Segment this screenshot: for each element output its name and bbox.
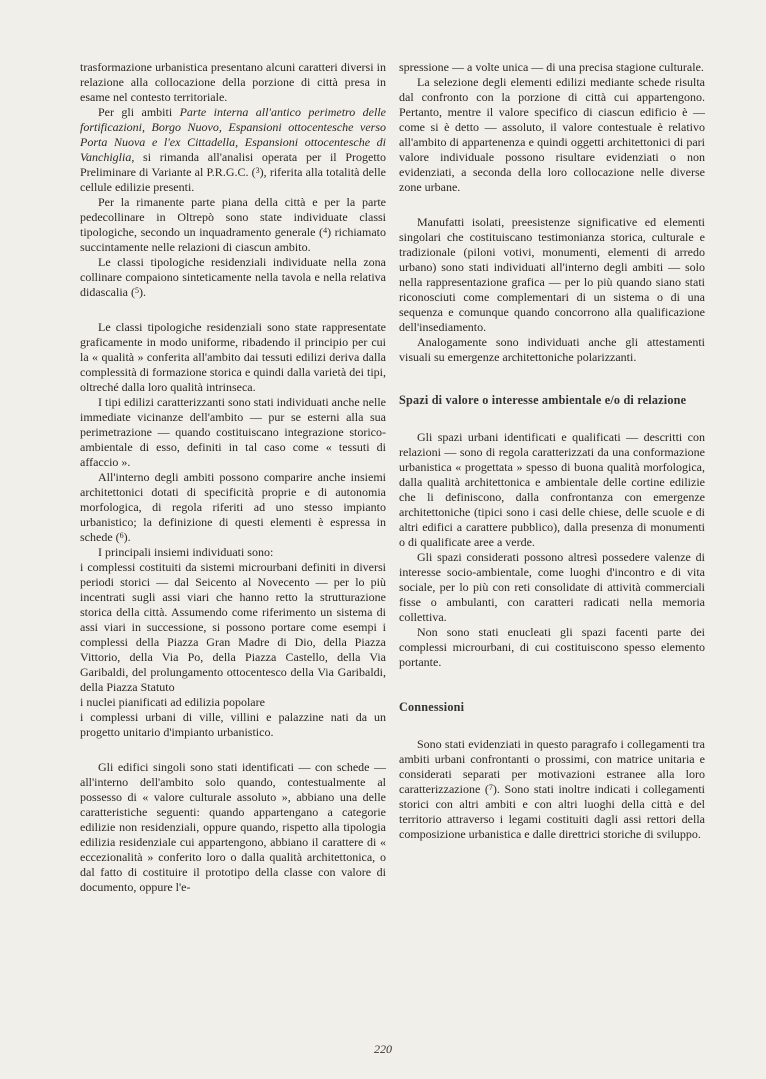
section-heading: Spazi di valore o interesse ambientale e/o di relazione [399, 393, 687, 407]
text-span: ), riferita alla totalità delle cellule edilizie presenti. [80, 165, 387, 194]
text-span: Per la rimanente parte piana della città e per la parte pedecollinare in Oltrepò sono state individuate classi tipologiche, secondo un inquadramento generale ( [80, 195, 386, 239]
footnote-ref: 5 [134, 286, 139, 295]
paragraph [80, 470, 386, 545]
footnote-ref: 4 [323, 226, 328, 235]
footnote-ref: 6 [119, 531, 124, 540]
text-span: ). [138, 285, 146, 299]
italic-text: Parte interna all'antico perimetro delle fortificazioni, Borgo Nuovo, Espansioni ottocentesche verso Porta Nuova e l'ex Cittadella, Espansioni ottocentesche di Vanchiglia, [80, 105, 386, 164]
list-item: i complessi costituiti da sistemi microurbani definiti in diversi periodi storici — dal Seicento al Novecento — per lo più incentrati sugli assi viari che hanno retto la strutturazione storica della città. Assumendo come riferimento un sistema di assi viari in successione, si possono portare come esempi i complessi della Piazza Gran Madre di Dio, della Piazza Vittorio, della Via Po, della Piazza Castello, della Via Garibaldi, del prolungamento ottocentesco della Via Garibaldi, della Piazza Statuto [80, 560, 386, 694]
paragraph: Gli edifici singoli sono stati identificati — con schede — all'interno dell'ambito solo quando, contestualmente al possesso di « valore culturale assoluto », abbiano una delle caratteristiche seguenti: quando appartengano a categorie edilizie non residenziali, oppure quando, rispetto alla tipologia edilizia residenziale cui appartengono, abbiano il carattere di « eccezionalità » conferito loro o dalla qualità architettonica, o dal fatto di costituire il prototipo della classe con valore di documento, oppure l'e- [80, 760, 386, 894]
paragraph: spressione — a volte unica — di una precisa stagione culturale. [399, 60, 704, 74]
paragraph: Non sono stati enucleati gli spazi facenti parte dei complessi microurbani, di cui costituiscono spesso elemento portante. [399, 625, 705, 669]
paragraph: La selezione degli elementi edilizi mediante schede risulta dal confronto con la porzione di città cui appartengono. Pertanto, mentre il valore specifico di ciascun edificio è — come si è detto — assoluto, il valore contestuale è relativo all'ambito di appartenenza e quindi oggetti architettonici di pari valore individuale possono risultare evidenziati o non evidenziati, a seconda della loro collocazione nelle diverse zone urbane. [399, 75, 705, 194]
text-span: Sono stati evidenziati in questo paragrafo i collegamenti tra ambiti urbani confrontanti o prossimi, con matrice unitaria e considerati separati per motivazioni estranee alla loro caratterizzazione ( [399, 737, 705, 796]
footnote-ref: 3 [255, 166, 260, 175]
text-span: ). [123, 530, 131, 544]
left-column [80, 60, 386, 895]
footnote-ref: 7 [488, 783, 493, 792]
paragraph [80, 195, 386, 255]
paragraph: Gli spazi urbani identificati e qualificati — descritti con relazioni — sono di regola caratterizzati da una conformazione urbanistica « progettata » spesso di buona qualità morfologica, dalla qualità architettonica e ambientale delle cortine edilizie che li definiscono, dalla confrontanza con emergenze architettoniche (tipici sono i casi delle chiese, delle scuole e di altri edifici a carattere pubblico), dalla presenza di monumenti o di qualificate aree a verde. [399, 430, 705, 549]
text-span: Le classi tipologiche residenziali individuate nella zona collinare compaiono sinteticamente nella tavola e nella relativa didascalia ( [80, 255, 386, 299]
text-span: ) richiamato succintamente nelle relazioni di ciascun ambito. [80, 225, 386, 254]
paragraph: Le classi tipologiche residenziali sono state rappresentate graficamente in modo uniforme, ribadendo il principio per cui la « qualità » conferita all'ambito dai tessuti edilizi deriva dalla complessità di formazione storica e quindi dalla varietà dei tipi, oltreché dalla loro qualità intrinseca. [80, 320, 386, 394]
list-item: i nuclei pianificati ad edilizia popolare [80, 695, 265, 709]
paragraph [80, 255, 386, 300]
section-heading: Connessioni [399, 700, 465, 714]
page-number: 220 [374, 1042, 392, 1056]
paragraph: I tipi edilizi caratterizzanti sono stati individuati anche nelle immediate vicinanze dell'ambito — pur se esterni alla sua perimetrazione — quando costituiscano integrazione storico-ambientale di esso, definiti in tal caso come « tessuti di affaccio ». [80, 395, 386, 469]
right-column [399, 60, 705, 842]
paragraph [399, 737, 705, 842]
text-span: Per gli ambiti [98, 105, 180, 119]
paragraph: I principali insiemi individuati sono: [98, 545, 274, 559]
paragraph [80, 105, 386, 195]
paragraph: Analogamente sono individuati anche gli attestamenti visuali su emergenze architettoniche polarizzanti. [399, 335, 705, 364]
text-span: ). Sono stati inoltre indicati i collegamenti storici con altri ambiti e con altri luoghi della città e del territorio attraverso i legami costituiti dagli assi rettori della composizione urbanistica e dalle direttrici storiche di sviluppo. [399, 782, 705, 841]
paragraph: Gli spazi considerati possono altresì possedere valenze di interesse socio-ambientale, come luoghi d'incontro e di vita sociale, per lo più con reti consolidate di attività commerciali fisse o ambulanti, con caratteri radicati nella memoria collettiva. [399, 550, 705, 624]
paragraph: trasformazione urbanistica presentano alcuni caratteri diversi in relazione alla collocazione della porzione di città presa in esame nel contesto territoriale. [80, 60, 386, 104]
text-span: si rimanda all'analisi operata per il Progetto Preliminare di Variante al P.R.G.C. ( [80, 150, 386, 179]
text-span: All'interno degli ambiti possono comparire anche insiemi architettonici dotati di specificità proprie e di autonomia morfologica, di regola riferiti ad uno stesso impianto urbanistico; la definizione di questi elementi è espressa in schede ( [80, 470, 386, 544]
list-item: i complessi urbani di ville, villini e palazzine nati da un progetto unitario d'impianto urbanistico. [80, 710, 386, 739]
paragraph: Manufatti isolati, preesistenze significative ed elementi singolari che costituiscano testimonianza storica, culturale e tradizionale (piloni votivi, monumenti, elementi di arredo urbano) sono stati individuati all'interno degli ambiti — solo nella rappresentazione grafica — per lo più quando siano stati riconosciuti come complementari di un sistema o di una sequenza e comunque quando concorrono alla qualificazione dell'insediamento. [399, 215, 705, 334]
